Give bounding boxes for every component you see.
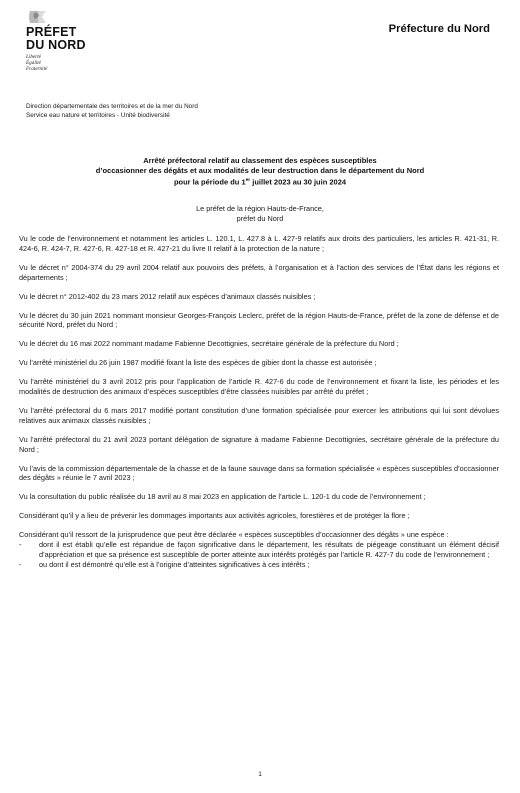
- issuing-service: [26, 102, 198, 120]
- prefecture-name: Préfecture du Nord: [388, 23, 490, 35]
- title-line-2: d’occasionner des dégâts et aux modalités de leur destruction dans le département du Nord: [95, 166, 425, 176]
- recital-paragraph: Vu la consultation du public réalisée du 18 avril au 8 mai 2023 en application de l’article L. 120-1 du code de l’environnement ;: [19, 492, 426, 502]
- title-line-3-end: juillet 2023 au 30 juin 2024: [250, 177, 347, 187]
- authority-line-2: préfet du Nord: [236, 214, 284, 223]
- prefet-logo: [26, 10, 136, 72]
- recital-paragraph: Vu l’avis de la commission départementale de la chasse et de la faune sauvage dans sa formation spécialisée « espèces susceptibles d’occasionner des dégâts » réunie le 7 avril 2023 ;: [19, 463, 499, 483]
- title-line-3-start: pour la période du 1: [173, 177, 246, 187]
- recital-paragraph: Vu le code de l’environnement et notamment les articles L. 120.1, L. 427.8 à L. 427-9 relatifs aux droits des particuliers, les articles R. 421-31, R. 424-6, R. 424-7, R. 427-6, R. 427-18 et R. 427-21 du livre II relatif à la protection de la nature ;: [19, 234, 499, 253]
- recital-paragraph: Vu le décret du 30 juin 2021 nommant monsieur Georges-François Leclerc, préfet de la région Hauts-de-France, préfet de la zone de défense et de sécurité Nord, préfet du Nord ;: [19, 310, 499, 330]
- issuing-authority: [130, 204, 390, 224]
- recital-paragraph: Considérant qu’il ressort de la jurisprudence que peut être déclarée « espèces susceptibles d’occasionner des dégâts » une espèce :: [19, 530, 449, 540]
- criteria-list: [19, 540, 499, 569]
- decree-body: [19, 234, 499, 570]
- recital-paragraph: Vu le décret n° 2004-374 du 29 avril 2004 relatif aux pouvoirs des préfets, à l’organisation et à l’action des services de l’État dans les régions et départements ;: [19, 262, 499, 282]
- recital-paragraph: Vu l’arrêté préfectoral du 6 mars 2017 modifié portant constitution d’une formation spécialisée pour exercer les attributions qui lui sont dévolues relatives aux animaux classés nuisibles ;: [19, 406, 499, 425]
- motto-fraternite: Fraternité: [26, 66, 48, 72]
- logo-title-line-1: PRÉFET: [26, 25, 77, 39]
- marianne-emblem-icon: [26, 10, 52, 24]
- recital-paragraph: Vu l’arrêté ministériel du 26 juin 1987 modifié fixant la liste des espèces de gibier dont la chasse est autorisée ;: [19, 358, 377, 368]
- motto-liberte: Liberté: [26, 54, 41, 60]
- service-line-1: Direction départementale des territoires et de la mer du Nord: [26, 103, 198, 110]
- recital-paragraph: Considérant qu’il y a lieu de prévenir les dommages importants aux activités agricoles, forestières et de protéger la flore ;: [19, 511, 410, 521]
- recital-paragraph: Vu l’arrêté préfectoral du 21 avril 2023 portant délégation de signature à madame Fabienne Decottignies, secrétaire générale de la préfecture du Nord ;: [19, 434, 499, 454]
- list-dash: -: [19, 559, 22, 569]
- title-line-3: [40, 176, 480, 188]
- recital-paragraph: Vu l’arrêté ministériel du 3 avril 2012 pris pour l’application de l’article R. 427-6 du code de l’environnement et fixant la liste, les périodes et les modalités de destruction des animaux d’espèces susceptibles d’être classées nuisibles par arrêté du préfet ;: [19, 377, 499, 397]
- list-dash: -: [19, 540, 22, 550]
- page-number: 1: [258, 771, 262, 778]
- title-line-1: Arrêté préfectoral relatif au classement des espèces susceptibles: [143, 156, 377, 165]
- republic-motto: [26, 54, 136, 72]
- recital-paragraph: Vu le décret du 16 mai 2022 nommant madame Fabienne Decottignies, secrétaire générale de la préfecture du Nord ;: [19, 339, 399, 349]
- logo-title: [26, 26, 136, 51]
- recital-paragraph: Vu le décret n° 2012-402 du 23 mars 2012 relatif aux espèces d’animaux classés nuisibles ;: [19, 291, 316, 301]
- criteria-text: dont il est établi qu’elle est répandue de façon significative dans le département, les résultats de piégeage constituant un élément décisif d’appréciation et que sa présence est susceptible de porter atteinte aux intérêts protégés par l’article R. 427-7 du code de l’environnement ;: [39, 540, 499, 559]
- criteria-item: [19, 560, 499, 570]
- title-superscript: er: [245, 178, 251, 184]
- motto-egalite: Égalité: [26, 60, 41, 66]
- decree-title: [40, 156, 480, 188]
- logo-title-line-2: DU NORD: [26, 37, 86, 52]
- criteria-text: ou dont il est démontré qu’elle est à l’origine d’atteintes significatives à ces intérêts ;: [39, 559, 310, 569]
- letterhead: [26, 10, 506, 90]
- service-line-2: Service eau nature et territoires - Unité biodiversité: [26, 112, 170, 119]
- authority-line-1: Le préfet de la région Hauts-de-France,: [196, 204, 324, 213]
- criteria-item: [19, 540, 499, 560]
